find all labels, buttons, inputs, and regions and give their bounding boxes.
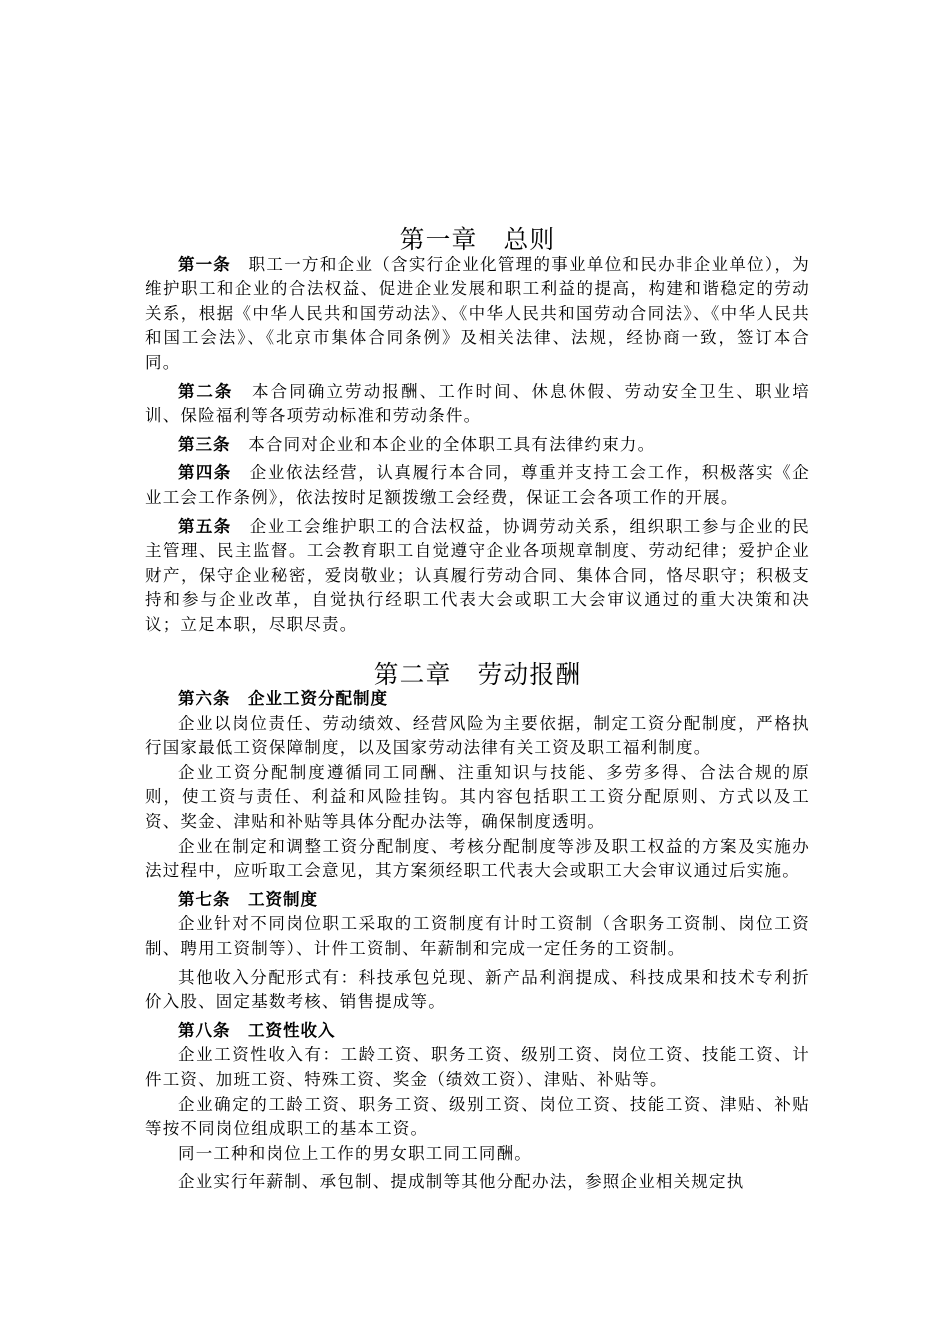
article-7-label: 第七条 [178,889,231,909]
article-4 [145,461,810,510]
article-2-label: 第二条 [178,381,234,401]
article-8-title: 工资性收入 [230,1020,336,1040]
article-6-para-2: 企业工资分配制度遵循同工同酬、注重知识与技能、多劳多得、合法合规的原则，使工资与责任、利益和风险挂钩。其内容包括职工工资分配原则、方式以及工资、奖金、津贴和补贴等具体分配办法等，确保制度透明。 [145,762,810,832]
article-5-label: 第五条 [178,516,232,536]
article-5-text: 企业工会维护职工的合法权益，协调劳动关系，组织职工参与企业的民主管理、民主监督。工会教育职工自觉遵守企业各项规章制度、劳动纪律；爱护企业财产，保守企业秘密，爱岗敬业；认真履行劳动合同、集体合同，恪尽职守；积极支持和参与企业改革，自觉执行经职工代表大会或职工大会审议通过的重大决策和决议；立足本职，尽职尽责。 [145,516,810,634]
article-8-heading [145,1019,810,1044]
article-1-label: 第一条 [178,254,231,274]
article-8-para-3: 同一工种和岗位上工作的男女职工同工同酬。 [178,1143,532,1163]
article-6-label: 第六条 [178,689,231,709]
article-8-label: 第八条 [178,1020,231,1040]
chapter-2-title: 第二章 劳动报酬 [373,659,582,689]
article-7-title: 工资制度 [230,889,318,909]
article-3-label: 第三条 [178,434,231,454]
article-6-para-1: 企业以岗位责任、劳动绩效、经营风险为主要依据，制定工资分配制度，严格执行国家最低工资保障制度，以及国家劳动法律有关工资及职工福利制度。 [145,713,810,758]
article-1-text: 职工一方和企业（含实行企业化管理的事业单位和民办非企业单位），为维护职工和企业的合法权益、促进企业发展和职工利益的提高，构建和谐稳定的劳动关系，根据《中华人民共和国劳动法》、《中华人民共和国劳动合同法》、《中华人民共和国工会法》、《北京市集体合同条例》及相关法律、法规，经协商一致，签订本合同。 [145,254,810,372]
article-6-para-3: 企业在制定和调整工资分配制度、考核分配制度等涉及职工权益的方案及实施办法过程中，应听取工会意见，其方案须经职工代表大会或职工大会审议通过后实施。 [145,836,810,881]
article-4-label: 第四条 [178,463,232,483]
article-2 [145,380,810,429]
article-4-text: 企业依法经营，认真履行本合同，尊重并支持工会工作，积极落实《企业工会工作条例》，依法按时足额拨缴工会经费，保证工会各项工作的开展。 [145,463,810,507]
chapter-1-title: 第一章 总则 [399,225,556,254]
article-6-title: 企业工资分配制度 [230,689,388,709]
article-3-text: 本合同对企业和本企业的全体职工具有法律约束力。 [230,434,656,454]
article-2-text: 本合同确立劳动报酬、工作时间、休息休假、劳动安全卫生、职业培训、保险福利等各项劳动标准和劳动条件。 [145,381,811,426]
article-7-heading [145,888,810,913]
article-5 [145,515,810,638]
article-8-para-4: 企业实行年薪制、承包制、提成制等其他分配办法，参照企业相关规定执 [178,1172,745,1192]
article-8-para-2: 企业确定的工龄工资、职务工资、级别工资、岗位工资、技能工资、津贴、补贴等按不同岗位组成职工的基本工资。 [145,1094,810,1139]
article-1 [145,253,810,376]
article-6-heading [145,687,810,712]
article-7-para-1: 企业针对不同岗位职工采取的工资制度有计时工资制（含职务工资制、岗位工资制、聘用工资制等）、计件工资制、年薪制和完成一定任务的工资制。 [145,914,810,959]
document-page [145,225,811,1195]
article-8-para-1: 企业工资性收入有：工龄工资、职务工资、级别工资、岗位工资、技能工资、计件工资、加班工资、特殊工资、奖金（绩效工资）、津贴、补贴等。 [145,1045,810,1089]
article-3 [145,433,810,458]
article-7-para-2: 其他收入分配形式有：科技承包兑现、新产品利润提成、科技成果和技术专利折价入股、固定基数考核、销售提成等。 [145,967,810,1012]
